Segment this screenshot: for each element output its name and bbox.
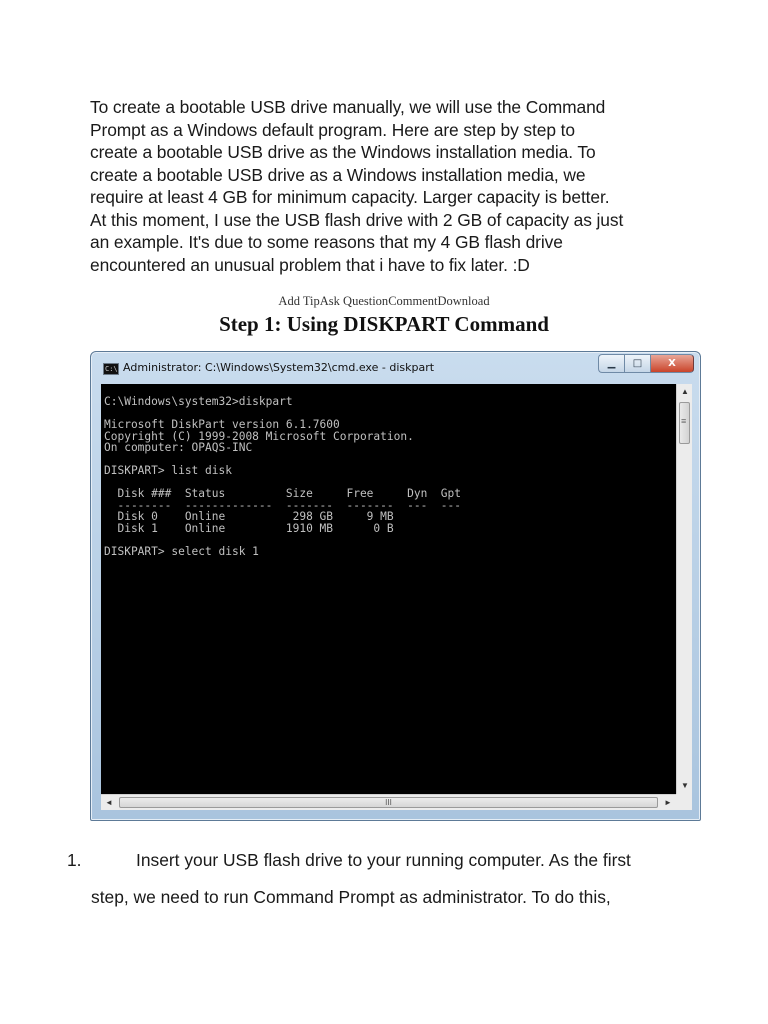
step-actions (0, 294, 768, 309)
console-line: On computer: OPAQS-INC (104, 441, 253, 454)
console-line: Disk 0 Online 298 GB 9 MB (104, 510, 394, 523)
ask-question-link[interactable]: Ask Question (319, 294, 389, 308)
intro-line: require at least 4 GB for minimum capacity. Larger capacity is better. (90, 187, 610, 207)
comment-link[interactable]: Comment (388, 294, 438, 308)
scrollbar-corner (676, 794, 692, 810)
intro-line: encountered an unusual problem that i have to fix later. :D (90, 254, 530, 275)
console-line: Copyright (C) 1999-2008 Microsoft Corporation. (104, 429, 414, 443)
scroll-down-icon: ▼ (681, 781, 689, 790)
intro-line: At this moment, I use the USB flash drive with 2 GB of capacity as just (90, 209, 624, 230)
console-line: DISKPART> select disk 1 (104, 544, 259, 558)
cmd-icon: C:\ (105, 365, 118, 373)
console-line: C:\Windows\system32>diskpart (104, 395, 293, 408)
intro-line: To create a bootable USB drive manually, we will use the Command (90, 97, 606, 117)
console-line: Disk ### Status Size Free Dyn Gpt (104, 487, 461, 500)
intro-paragraph (90, 96, 690, 276)
intro-line: an example. It's due to some reasons that my 4 GB flash drive (90, 232, 563, 252)
console-line: DISKPART> list disk (104, 464, 232, 477)
console-line (104, 534, 676, 546)
maximize-icon: □ (624, 354, 650, 373)
console-line: -------- ------------- ------- ------- --- --- (104, 498, 461, 512)
window-controls (598, 354, 694, 373)
horizontal-scrollbar (101, 794, 676, 810)
vertical-scrollbar (676, 384, 692, 794)
cmd-window-title: Administrator: C:\Windows\System32\cmd.exe - diskpart (123, 361, 435, 374)
minimize-icon: ▁ (598, 354, 624, 373)
console-line: Microsoft DiskPart version 6.1.7600 (104, 418, 340, 431)
list-text-line: step, we need to run Command Prompt as administrator. To do this, (91, 887, 611, 907)
add-tip-link[interactable]: Add Tip (278, 294, 320, 308)
step-title: Step 1: Using DISKPART Command (219, 312, 549, 336)
scroll-right-icon: ► (664, 798, 672, 807)
vertical-scroll-thumb (679, 402, 690, 444)
intro-line: create a bootable USB drive as the Windows installation media. To (90, 142, 596, 162)
console-line: Disk 1 Online 1910 MB 0 B (104, 521, 394, 535)
list-number: 1. (67, 850, 82, 870)
horizontal-scroll-thumb: III (119, 797, 658, 808)
scroll-up-icon: ▲ (681, 387, 689, 396)
cmd-window-screenshot (90, 351, 701, 821)
scroll-left-icon: ◄ (105, 798, 113, 807)
download-link[interactable]: Download (437, 294, 490, 308)
intro-line: Prompt as a Windows default program. Here are step by step to (90, 119, 575, 140)
list-text-line: Insert your USB flash drive to your running computer. As the first (136, 850, 631, 870)
close-icon: X (650, 354, 694, 373)
console-output (101, 384, 676, 794)
intro-line: create a bootable USB drive as a Windows installation media, we (90, 164, 586, 185)
cmd-titlebar (91, 352, 700, 384)
